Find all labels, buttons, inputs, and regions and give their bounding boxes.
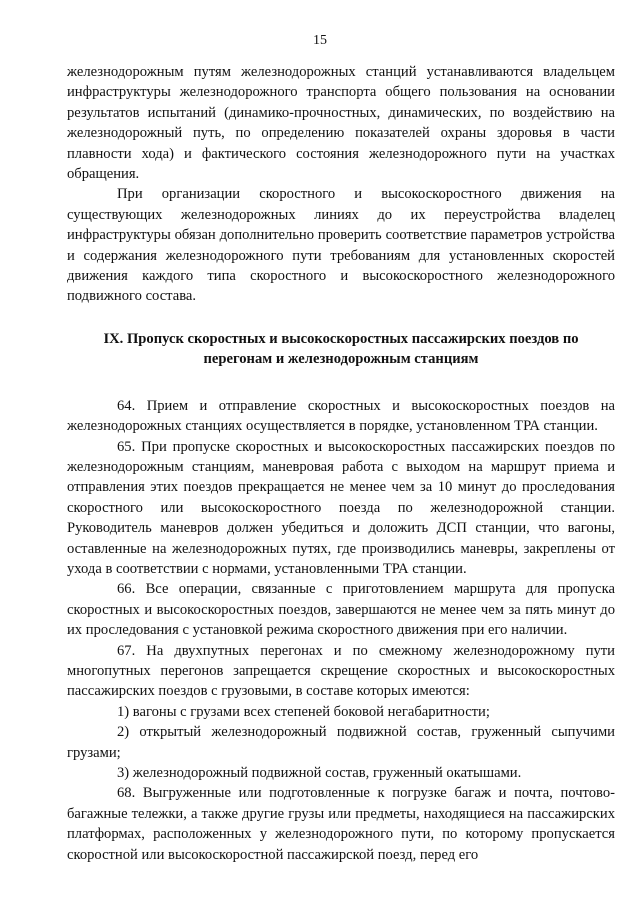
paragraph-64: 64. Прием и отправление скоростных и высокоскоростных поездов на железнодорожных станциях осуществляется в порядке, установленном ТРА станции. [67,397,615,435]
paragraph-speed-traffic: При организации скоростного и высокоскоростного движения на существующих железнодорожных линиях до их переустройства владелец инфраструктуры обязан дополнительно проверить соответствие параметров устройства и содержания железнодорожного пути требованиям для установленных скоростей движения каждого типа скоростного и высокоскоростного железнодорожного подвижного состава. [67,186,615,305]
paragraph-67: 67. На двухпутных перегонах и по смежному железнодорожному пути многопутных перегонов запрещается скрещение скоростных и высокоскоростных пассажирских поездов с грузовыми, в составе которых имеются: [67,642,615,700]
paragraph-66: 66. Все операции, связанные с приготовлением маршрута для пропуска скоростных и высокоскоростных поездов, завершаются не менее чем за пять минут до их проследования с установкой режима скоростного движения при его наличии. [67,581,615,639]
section-heading: IX. Пропуск скоростных и высокоскоростных пассажирских поездов по перегонам и железнодорожным станциям [103,330,579,368]
document-body [67,62,615,865]
list-item-2: 2) открытый железнодорожный подвижной состав, груженный сыпучими грузами; [67,724,615,761]
paragraph-continuation: железнодорожным путям железнодорожных станций устанавливаются владельцем инфраструктуры железнодорожного транспорта общего пользования на основании результатов испытаний (динамико-прочностных, динамических, по воздействию на железнодорожный путь, по определению показателей охраны здоровья в части плавности хода) и фактического состояния железнодорожного пути на участках обращения. [67,64,615,183]
page-number: 15 [313,33,327,48]
list-item-3: 3) железнодорожный подвижной состав, груженный окатышами. [117,765,522,781]
paragraph-68: 68. Выгруженные или подготовленные к погрузке багаж и почта, почтово-багажные тележки, а также другие грузы или предметы, находящиеся на пассажирских платформах, расположенных у железнодорожного пути, по которому пропускается скоростной или высокоскоростной пассажирской поезд, перед его [67,785,615,863]
paragraph-65: 65. При пропуске скоростных и высокоскоростных пассажирских поездов по железнодорожным станциям, маневровая работа с выходом на маршрут приема и отправления этих поездов прекращается не менее чем за 10 минут до проследования скоростного или высокоскоростного поезда по железнодорожной станции. Руководитель маневров должен убедиться и доложить ДСП станции, что вагоны, оставленные на железнодорожных путях, где производились маневры, закреплены от ухода в соответствии с нормами, установленными ТРА станции. [67,438,615,577]
list-item-1: 1) вагоны с грузами всех степеней боковой негабаритности; [117,703,490,720]
